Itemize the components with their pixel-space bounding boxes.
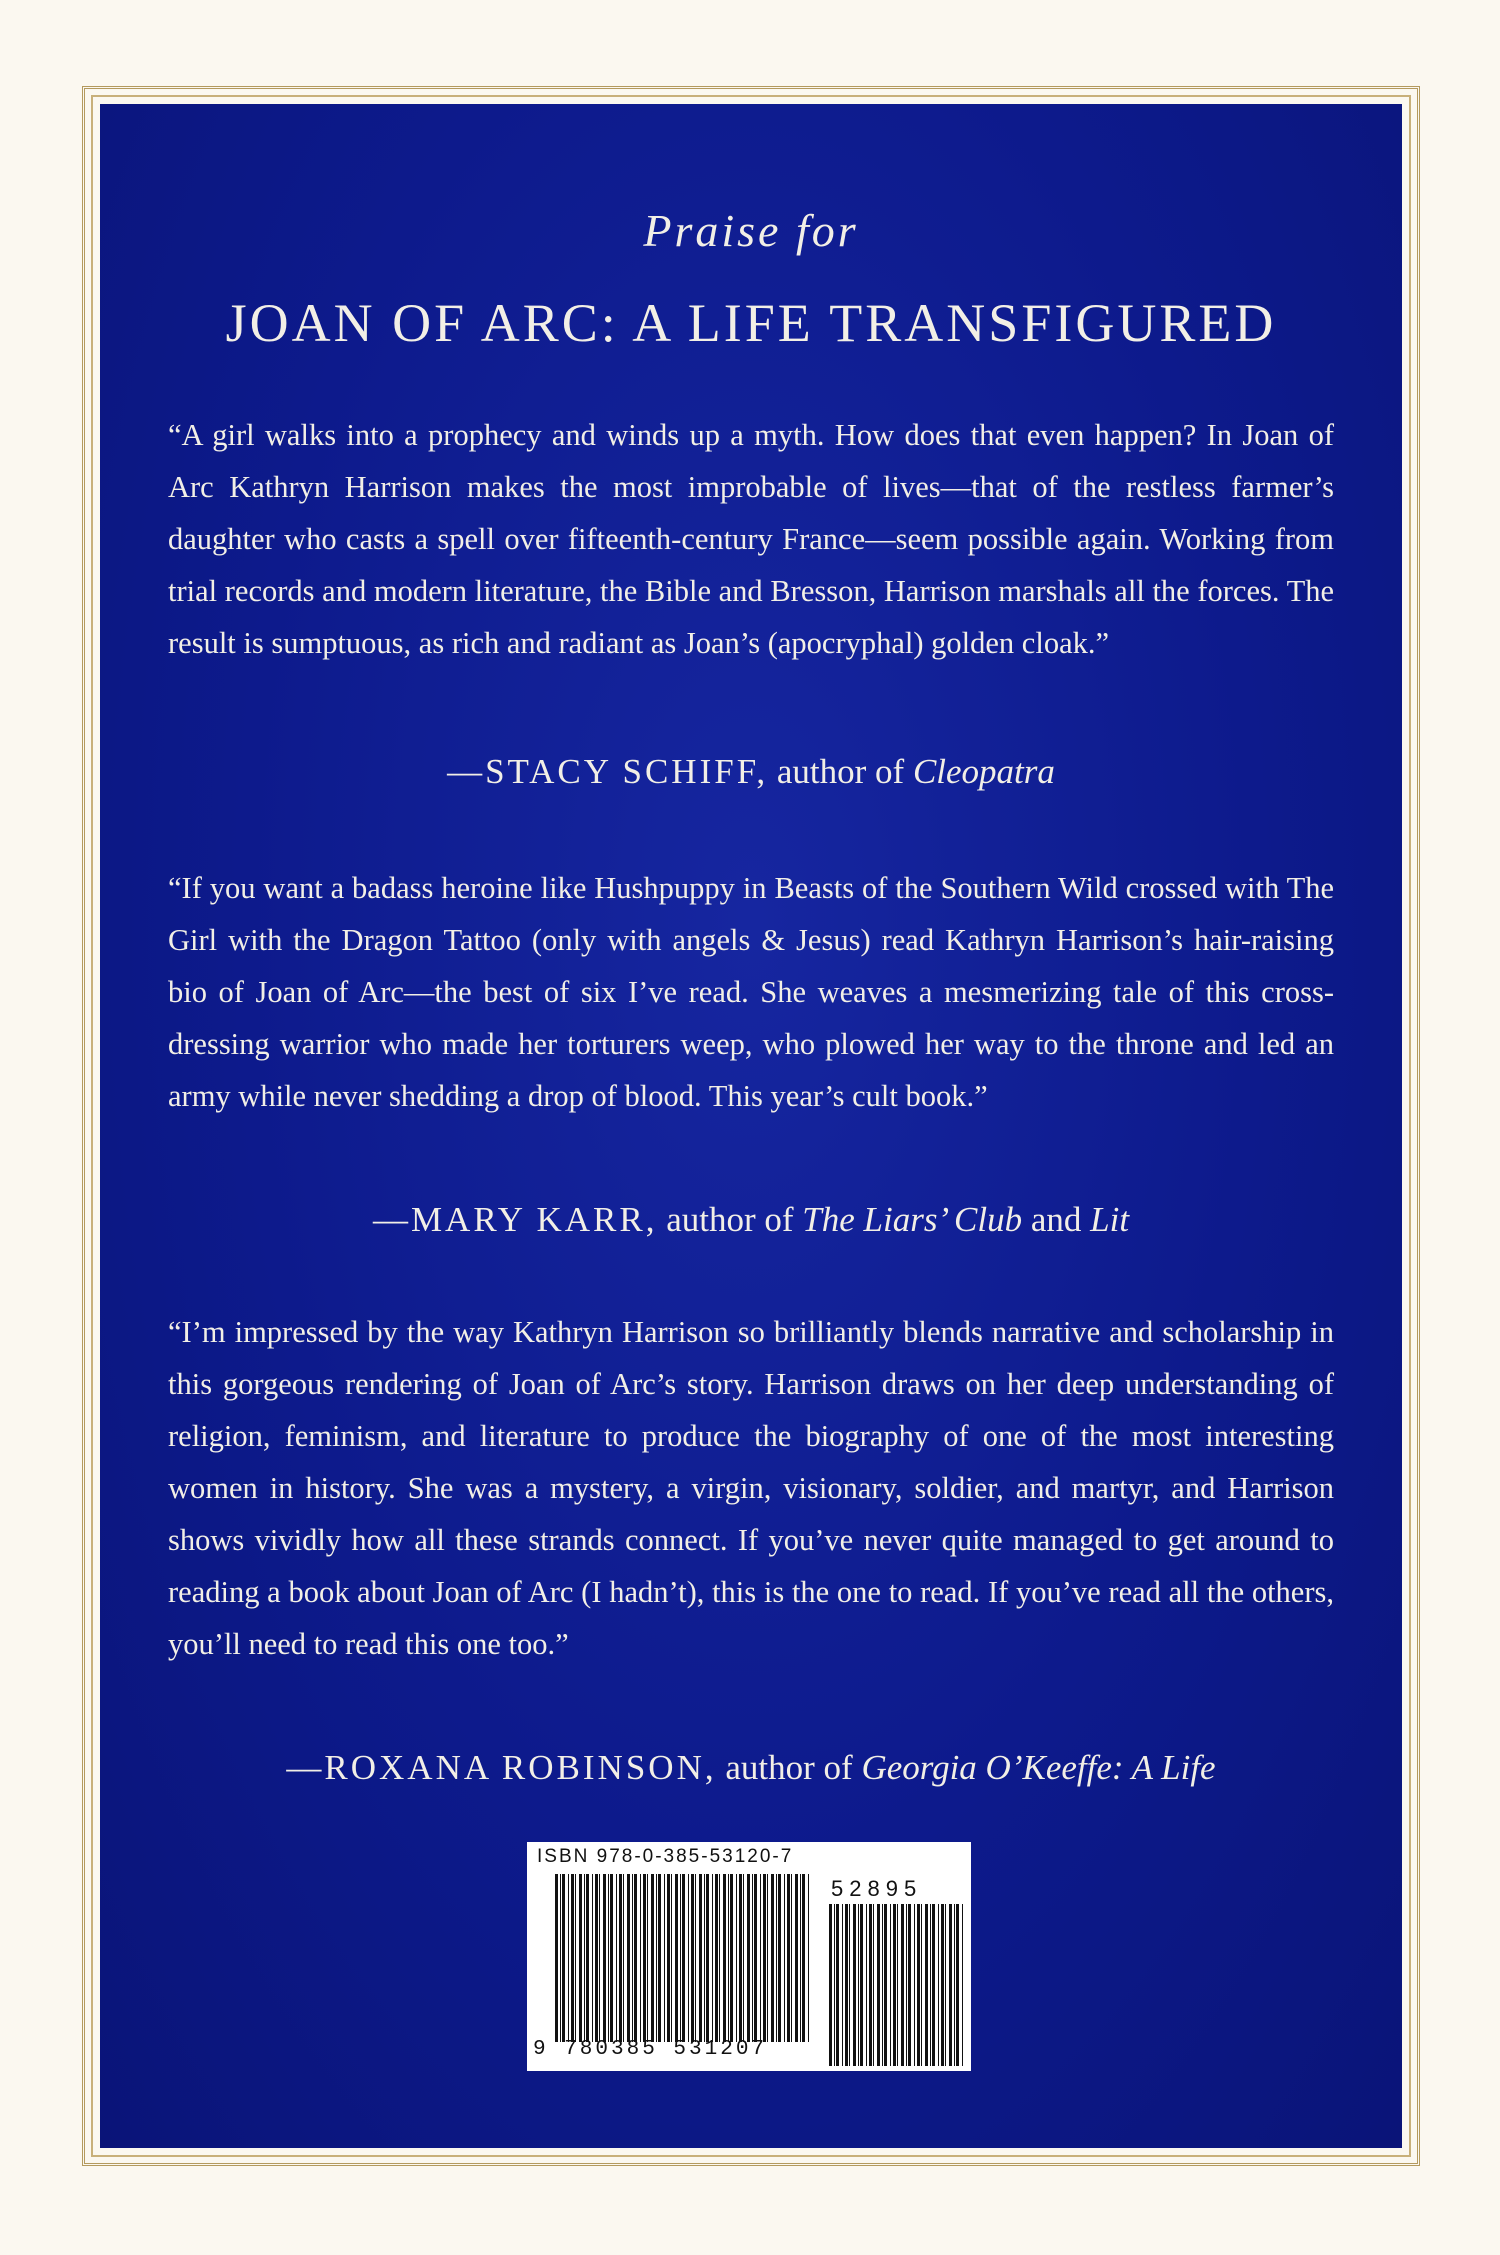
- barcode-bar: [743, 1874, 744, 2042]
- barcode-bar: [771, 1874, 774, 2042]
- barcode-bar: [882, 1904, 883, 2066]
- barcode-bar: [873, 1904, 874, 2066]
- barcode-bar: [877, 1904, 880, 2066]
- barcode-bar: [562, 1874, 565, 2042]
- attribution-author-of: author of: [716, 1748, 862, 1787]
- attribution-work: Georgia O’Keeffe: A Life: [861, 1748, 1216, 1787]
- isbn-label: ISBN 978-0-385-53120-7: [537, 1846, 794, 1867]
- barcode-bar: [667, 1874, 670, 2042]
- barcode-bar: [906, 1904, 907, 2066]
- barcode-bar: [938, 1904, 939, 2066]
- barcode-bar: [715, 1874, 718, 2042]
- barcode-bar: [778, 1874, 781, 2042]
- barcode-bar: [925, 1904, 928, 2066]
- barcode-bar: [680, 1874, 681, 2042]
- barcode-bar: [829, 1904, 832, 2066]
- barcode-bar: [884, 1904, 887, 2066]
- barcode-bar: [575, 1874, 576, 2042]
- barcode-bar: [632, 1874, 633, 2042]
- barcode-bar: [699, 1874, 702, 2042]
- barcode-bar: [834, 1904, 835, 2066]
- barcode-bar: [908, 1904, 911, 2066]
- attribution-robinson: [100, 1748, 1402, 1788]
- barcode-bar: [664, 1874, 665, 2042]
- barcode-bar: [845, 1904, 848, 2066]
- barcode-bar: [704, 1874, 705, 2042]
- barcode-bar: [592, 1874, 593, 2042]
- barcode-bar: [634, 1874, 637, 2042]
- barcode-bar: [842, 1904, 843, 2066]
- attribution-name: —MARY KARR,: [372, 1200, 658, 1239]
- barcode-bar: [800, 1874, 801, 2042]
- attribution-work-2: Lit: [1090, 1200, 1130, 1239]
- barcode-bar: [914, 1904, 915, 2066]
- barcode-bar: [586, 1874, 589, 2042]
- barcode-bar: [627, 1874, 630, 2042]
- barcode-bar: [932, 1904, 935, 2066]
- attribution-author-of: author of: [768, 752, 913, 791]
- barcode-bar: [962, 1904, 963, 2066]
- barcode-bar: [763, 1874, 766, 2042]
- price-code: 52895: [831, 1876, 923, 1901]
- barcode-bar: [890, 1904, 891, 2066]
- barcode-bar: [571, 1874, 574, 2042]
- barcode-bar: [658, 1874, 661, 2042]
- barcode-bar: [568, 1874, 569, 2042]
- barcode-bar: [791, 1874, 792, 2042]
- praise-for-heading: Praise for: [643, 205, 859, 256]
- attribution-author-of: author of: [657, 1200, 803, 1239]
- barcode-box: [527, 1842, 971, 2071]
- barcode-bar: [760, 1874, 761, 2042]
- barcode-bar: [682, 1874, 685, 2042]
- barcode-bar: [858, 1904, 859, 2066]
- quote-schiff: “A girl walks into a prophecy and winds up a myth. How does that even happen? In Joan of Arc Kathryn Harrison makes the most improbable of lives—that of the restless farmer’s daughter who casts a spell over fifteenth-century France—seem possible again. Working from trial records and modern literature, the Bible and Bresson, Harrison marshals all the forces. The result is sumptuous, as rich and radiant as Joan’s (apocryphal) golden cloak.”: [168, 418, 1334, 660]
- barcode-bar: [901, 1904, 904, 2066]
- barcode-bar: [723, 1874, 726, 2042]
- barcode-bar: [802, 1874, 805, 2042]
- attribution-work: The Liars’ Club: [802, 1200, 1023, 1239]
- barcode-bar: [584, 1874, 585, 2042]
- barcode-bar: [941, 1904, 944, 2066]
- barcode-bar: [610, 1874, 613, 2042]
- attribution-name: —ROXANA ROBINSON,: [286, 1748, 717, 1787]
- barcode-bar: [640, 1874, 641, 2042]
- barcode-bar: [603, 1874, 606, 2042]
- attribution-schiff: [100, 752, 1402, 792]
- book-title: JOAN OF ARC: A LIFE TRANSFIGURED: [225, 293, 1277, 353]
- barcode-bar: [767, 1874, 768, 2042]
- barcode-bar: [808, 1874, 809, 2042]
- barcode-bar: [651, 1874, 654, 2042]
- barcode-bar: [869, 1904, 872, 2066]
- barcode-bar: [712, 1874, 713, 2042]
- barcode-bar: [656, 1874, 657, 2042]
- barcode-bar: [728, 1874, 729, 2042]
- barcode-bar: [784, 1874, 785, 2042]
- barcode-digits: 9 780385 531207: [533, 2038, 768, 2061]
- barcode-bar: [675, 1874, 678, 2042]
- barcode-bar: [688, 1874, 689, 2042]
- barcode-bar: [787, 1874, 790, 2042]
- barcode-bar: [706, 1874, 709, 2042]
- barcode-bar: [643, 1874, 646, 2042]
- barcode-bar: [623, 1874, 624, 2042]
- barcode-bar: [691, 1874, 694, 2042]
- back-cover-panel: [100, 104, 1402, 2148]
- barcode-bar: [795, 1874, 798, 2042]
- barcode-bar: [945, 1904, 946, 2066]
- barcode-bar: [736, 1874, 737, 2042]
- barcode-bar: [754, 1874, 757, 2042]
- barcode-bar: [866, 1904, 867, 2066]
- barcode-bar: [917, 1904, 920, 2066]
- barcode-bar: [949, 1904, 952, 2066]
- barcode-bar: [930, 1904, 931, 2066]
- barcode-bar: [747, 1874, 750, 2042]
- barcode-bar: [776, 1874, 777, 2042]
- barcode-bar: [560, 1874, 561, 2042]
- barcode-bar: [695, 1874, 696, 2042]
- attribution-karr: [100, 1200, 1402, 1240]
- barcode-bar: [730, 1874, 733, 2042]
- barcode-bar: [921, 1904, 922, 2066]
- barcode-bar: [739, 1874, 742, 2042]
- barcode-bar: [595, 1874, 598, 2042]
- quote-karr: “If you want a badass heroine like Hushpuppy in Beasts of the Southern Wild crossed with The Girl with the Dragon Tattoo (only with angels & Jesus) read Kathryn Harrison’s hair-raising bio of Joan of Arc—the best of six I’ve read. She weaves a mesmerizing tale of this cross-dressing warrior who made her torturers weep, who plowed her way to the throne and led an army while never shedding a drop of blood. This year’s cult book.”: [168, 871, 1334, 1113]
- barcode-bar: [608, 1874, 609, 2042]
- barcode-bar: [719, 1874, 720, 2042]
- barcode-bar: [954, 1904, 955, 2066]
- barcode-bar: [671, 1874, 672, 2042]
- attribution-name: —STACY SCHIFF,: [447, 752, 769, 791]
- barcode-bar: [849, 1904, 850, 2066]
- barcode-bar: [599, 1874, 600, 2042]
- barcode-bar: [616, 1874, 617, 2042]
- barcode-bar: [956, 1904, 959, 2066]
- barcode-bar: [853, 1904, 856, 2066]
- attribution-and: and: [1022, 1200, 1091, 1239]
- barcode-bar: [752, 1874, 753, 2042]
- barcode-bar: [619, 1874, 622, 2042]
- attribution-work: Cleopatra: [912, 752, 1055, 791]
- barcode-bar: [860, 1904, 863, 2066]
- barcode-bar: [579, 1874, 582, 2042]
- barcode-bar: [836, 1904, 839, 2066]
- barcode-bar: [893, 1904, 896, 2066]
- quote-robinson: “I’m impressed by the way Kathryn Harrison so brilliantly blends narrative and scholarship in this gorgeous rendering of Joan of Arc’s story. Harrison draws on her deep understanding of religion, feminism, and literature to produce the biography of one of the most interesting women in history. She was a mystery, a virgin, visionary, soldier, and martyr, and Harrison shows vividly how all these strands connect. If you’ve never quite managed to get around to reading a book about Joan of Arc (I hadn’t), this is the one to read. If you’ve read all the others, you’ll need to read this one too.”: [168, 1315, 1334, 1661]
- barcode-bar: [555, 1874, 558, 2042]
- barcode-bar: [647, 1874, 648, 2042]
- barcode-bar: [897, 1904, 898, 2066]
